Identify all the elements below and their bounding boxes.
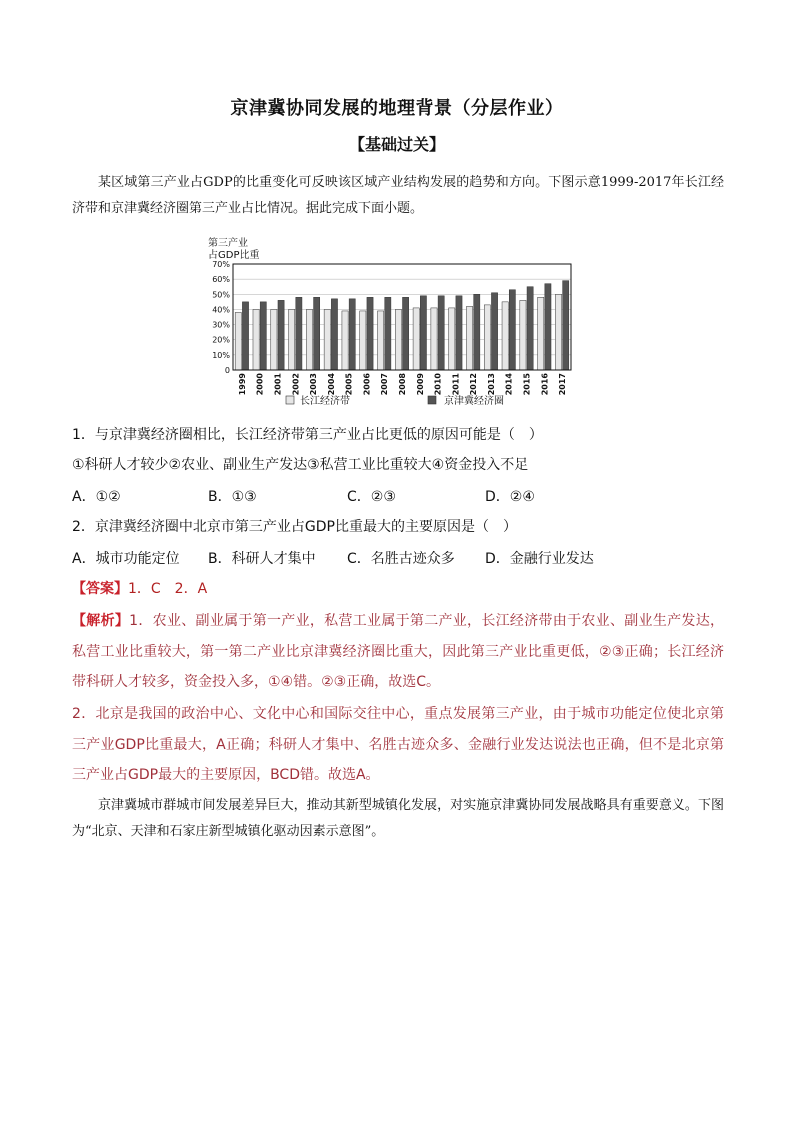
bar-yangtze	[253, 309, 259, 370]
bar-jingjinji	[420, 296, 426, 370]
analysis-text-1: 1．农业、副业属于第一产业，私营工业属于第二产业，长江经济带由于农业、副业生产发达，私营工业比重较大，第一第二产业比京津冀经济圈比重大，因此第三产业比重更低，②③正确；长江经济带科研人才较多，资金投入多，①④错。②③正确，故选C。	[72, 613, 725, 690]
bar-jingjinji	[296, 297, 302, 370]
x-tick-label: 2004	[326, 373, 336, 396]
bar-yangtze	[360, 311, 366, 370]
answer-line	[72, 579, 724, 599]
bar-jingjinji	[242, 302, 248, 370]
bar-jingjinji	[474, 294, 480, 370]
bar-yangtze	[431, 308, 437, 370]
q2-option-c: C．名胜古迹众多	[347, 551, 455, 567]
legend-swatch-yangtze	[286, 396, 294, 404]
x-tick-label: 1999	[237, 373, 247, 396]
x-tick-label: 2010	[433, 373, 443, 396]
y-axis-label-line2: 占GDP比重	[208, 250, 260, 261]
bar-jingjinji	[438, 296, 444, 370]
bar-jingjinji	[563, 281, 569, 370]
q1-option-b: B．①③	[208, 489, 257, 505]
bar-yangtze	[324, 309, 330, 370]
legend-swatch-jingjinji	[428, 396, 436, 404]
section-heading: 【基础过关】	[348, 135, 445, 154]
x-tick-label: 2009	[415, 373, 425, 396]
analysis-paragraph-2: 2．北京是我国的政治中心、文化中心和国际交往中心，重点发展第三产业，由于城市功能定位使北京第三产业GDP比重最大，A正确；科研人才集中、名胜古迹众多、金融行业发达说法也正确，但不是北京第三产业占GDP最大的主要原因，BCD错。故选A。	[72, 706, 724, 783]
q2-option-d: D．金融行业发达	[485, 551, 594, 567]
legend	[286, 394, 504, 407]
page-title: 京津冀协同发展的地理背景（分层作业）	[230, 98, 564, 119]
bar-yangtze	[413, 308, 419, 370]
q1-option-a: A．①②	[72, 489, 121, 505]
bar-yangtze	[395, 309, 401, 370]
bar-yangtze	[378, 311, 384, 370]
bar-jingjinji	[403, 297, 409, 370]
x-tick-label: 2002	[291, 373, 301, 396]
bar-jingjinji	[545, 284, 551, 370]
bar-yangtze	[484, 305, 490, 370]
x-tick-label: 2007	[380, 373, 390, 396]
x-tick-label: 2000	[255, 373, 265, 396]
bar-jingjinji	[331, 299, 337, 370]
bar-jingjinji	[349, 299, 355, 370]
y-tick-label: 0	[224, 366, 230, 375]
bar-yangtze	[555, 294, 561, 370]
y-tick-label: 10%	[212, 350, 230, 360]
bar-jingjinji	[509, 290, 515, 370]
x-tick-label: 2016	[540, 373, 550, 396]
x-tick-label: 2014	[504, 373, 514, 396]
x-tick-label: 2008	[398, 373, 407, 396]
bar-yangtze	[289, 309, 295, 370]
bar-yangtze	[520, 300, 526, 370]
q2-option-a: A．城市功能定位	[72, 551, 180, 567]
x-tick-label: 2003	[309, 373, 319, 396]
x-tick-label: 2012	[469, 373, 479, 396]
x-tick-label: 2011	[451, 373, 461, 396]
closing-paragraph: 京津冀城市群城市间发展差异巨大，推动其新型城镇化发展，对实施京津冀协同发展战略具有重要意义。下图为“北京、天津和石家庄新型城镇化驱动因素示意图”。	[72, 798, 724, 839]
bar-jingjinji	[491, 293, 497, 370]
bar-jingjinji	[314, 297, 320, 370]
q2-option-b: B．科研人才集中	[208, 551, 316, 567]
x-tick-label: 2001	[273, 373, 283, 396]
question-1-items: ①科研人才较少②农业、副业生产发达③私营工业比重较大④资金投入不足	[72, 457, 529, 473]
bar-jingjinji	[385, 297, 391, 370]
bar-jingjinji	[456, 296, 462, 370]
x-tick-label: 2015	[522, 373, 532, 396]
bar-yangtze	[502, 302, 508, 370]
bar-yangtze	[271, 309, 277, 370]
bar-yangtze	[342, 311, 348, 370]
x-tick-label: 2017	[558, 373, 568, 396]
bar-yangtze	[235, 312, 241, 370]
y-tick-label: 20%	[212, 335, 230, 345]
y-tick-label: 70%	[212, 260, 230, 269]
x-tick-label: 2005	[344, 373, 354, 396]
y-axis-label-line1: 第三产业	[208, 238, 248, 249]
q1-option-c: C．②③	[347, 489, 396, 505]
bar-yangtze	[538, 297, 544, 370]
legend-label-yangtze: 长江经济带	[300, 396, 350, 407]
bar-jingjinji	[367, 297, 373, 370]
legend-label-jingjinji: 京津冀经济圈	[444, 396, 504, 407]
bar-yangtze	[306, 309, 312, 370]
bar-yangtze	[466, 306, 472, 370]
bar-jingjinji	[278, 300, 284, 370]
bar-yangtze	[449, 308, 455, 370]
y-tick-label: 30%	[212, 320, 230, 330]
question-2-stem: 2．京津冀经济圈中北京市第三产业占GDP比重最大的主要原因是（ ）	[72, 519, 517, 535]
intro-paragraph: 某区域第三产业占GDP的比重变化可反映该区域产业结构发展的趋势和方向。下图示意1999-2017年长江经济带和京津冀经济圈第三产业占比情况。据此完成下面小题。	[72, 175, 724, 216]
x-tick-label: 2013	[486, 373, 496, 396]
bar-jingjinji	[527, 287, 533, 370]
tertiary-industry-bar-chart	[200, 236, 580, 411]
bar-jingjinji	[260, 302, 266, 370]
answer-text: 1．C 2．A	[128, 581, 208, 597]
y-tick-label: 50%	[212, 290, 230, 300]
y-tick-label: 40%	[212, 305, 230, 315]
y-tick-label: 60%	[212, 275, 230, 285]
analysis-paragraph-1	[72, 606, 724, 698]
q1-option-d: D．②④	[485, 489, 535, 505]
question-1-stem: 1．与京津冀经济圈相比，长江经济带第三产业占比更低的原因可能是（ ）	[72, 427, 543, 443]
x-tick-label: 2006	[362, 373, 372, 396]
analysis-tag: 【解析】	[72, 613, 130, 629]
answer-tag: 【答案】	[72, 581, 128, 597]
